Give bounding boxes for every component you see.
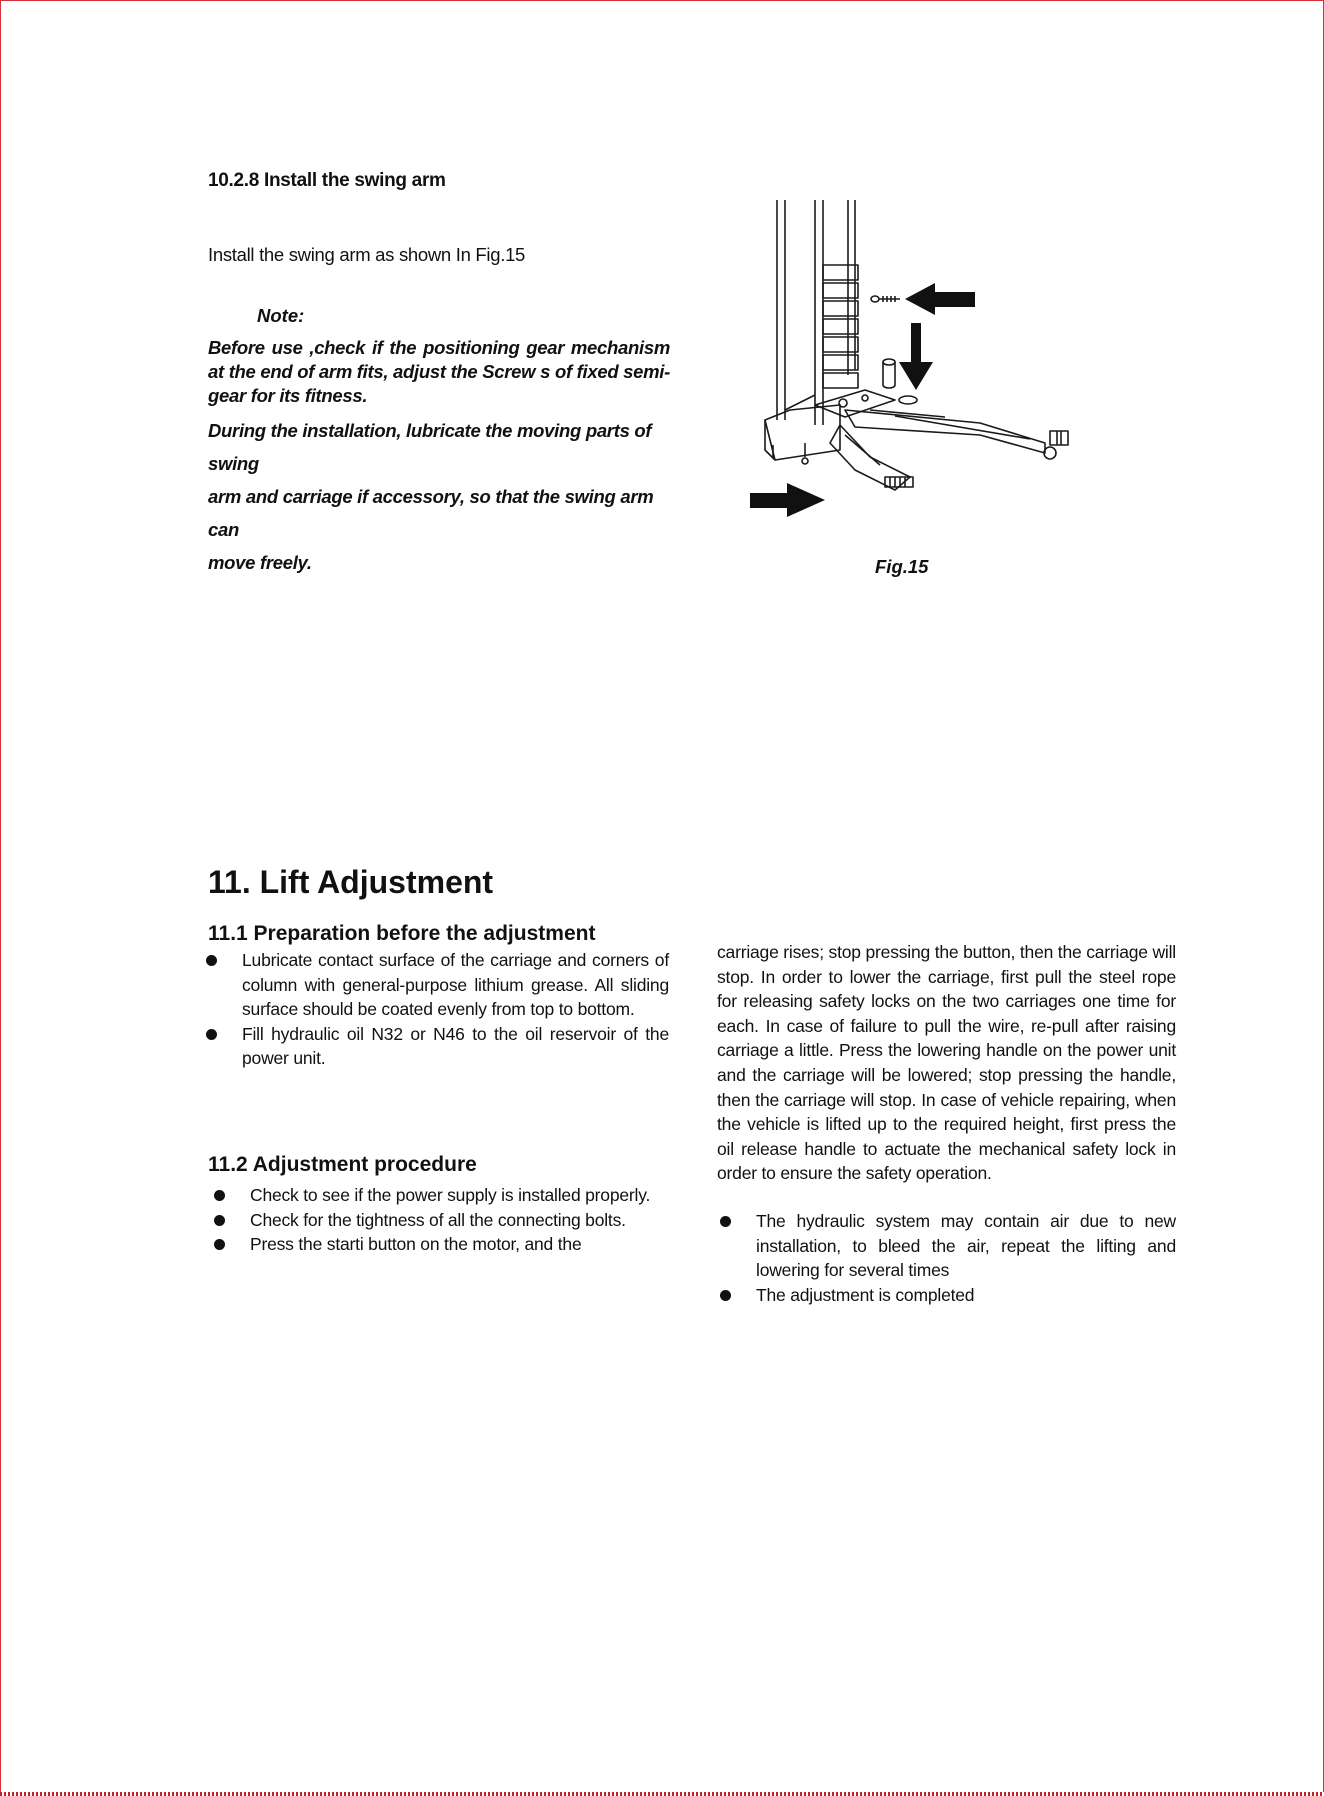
list-item-text: Press the starti button on the motor, and the (250, 1234, 582, 1254)
preparation-list (206, 948, 669, 1071)
note-line: can (208, 519, 239, 540)
list-item (214, 1183, 684, 1208)
list-item-text: The hydraulic system may contain air due to new installation, to bleed the air, repeat the lifting and lowering for several times (756, 1211, 1176, 1280)
bullet-icon (720, 1290, 731, 1301)
note-line: arm and carriage if accessory, so that the swing arm (208, 486, 654, 507)
intro-text: Install the swing arm as shown In Fig.15 (208, 244, 526, 265)
list-item (214, 1208, 684, 1233)
swing-arm-figure (745, 195, 1095, 530)
note-line: move freely. (208, 552, 312, 573)
list-item-text: Check for the tightness of all the connecting bolts. (250, 1209, 626, 1230)
chapter-title: 11. Lift Adjustment (208, 864, 494, 900)
list-item-text: Lubricate contact surface of the carriage and corners of column with general-purpose lithium grease. All sliding surface should be coated evenly from top to bottom. (242, 950, 669, 1019)
arrow-down-icon (899, 323, 933, 390)
note-line: During the installation, lubricate the moving parts of (208, 420, 652, 441)
bottom-rule (0, 1792, 1324, 1796)
list-item (206, 1022, 669, 1071)
bullet-icon (206, 955, 217, 966)
section-heading: 10.2.8 Install the swing arm (208, 170, 446, 191)
list-item (214, 1232, 684, 1257)
list-item (720, 1209, 1176, 1283)
bullet-icon (214, 1215, 225, 1226)
list-item-text: Check to see if the power supply is installed properly. (250, 1185, 651, 1205)
subsection-title: 11.1 Preparation before the adjustment (208, 922, 596, 945)
bullet-icon (214, 1190, 225, 1201)
arrow-right-icon (750, 483, 825, 517)
note-line: swing (208, 453, 259, 474)
procedure-list-continued (720, 1209, 1176, 1307)
note-paragraph: Before use ,check if the positioning gear mechanism at the end of arm fits, adjust the Screw s of fixed semi-gear for its fitness. (208, 337, 670, 406)
bullet-icon (214, 1239, 225, 1250)
subsection-title: 11.2 Adjustment procedure (208, 1153, 477, 1176)
arrow-left-icon (905, 283, 975, 315)
procedure-continuation: carriage rises; stop pressing the button, then the carriage will stop. In order to lower the carriage, first pull the steel rope for releasing safety locks on the two carriages one time for each. In case of failure to pull the wire, re-pull after raising carriage a little. Press the lowering handle on the power unit and the carriage will be lowered; stop pressing the handle, then the carriage will stop. In case of vehicle repairing, when the vehicle is lifted up to the required height, first press the oil release handle to actuate the mechanical safety lock in order to ensure the safety operation. (717, 942, 1176, 1184)
list-item (206, 948, 669, 1022)
procedure-list (214, 1183, 684, 1257)
list-item (720, 1283, 1176, 1308)
list-item-text: Fill hydraulic oil N32 or N46 to the oil reservoir of the power unit. (242, 1023, 669, 1068)
note-body (208, 336, 670, 579)
bullet-icon (720, 1216, 731, 1227)
note-label: Note: (257, 305, 305, 326)
figure-caption: Fig.15 (875, 556, 929, 577)
bullet-icon (206, 1029, 217, 1040)
list-item-text: The adjustment is completed (756, 1284, 975, 1305)
